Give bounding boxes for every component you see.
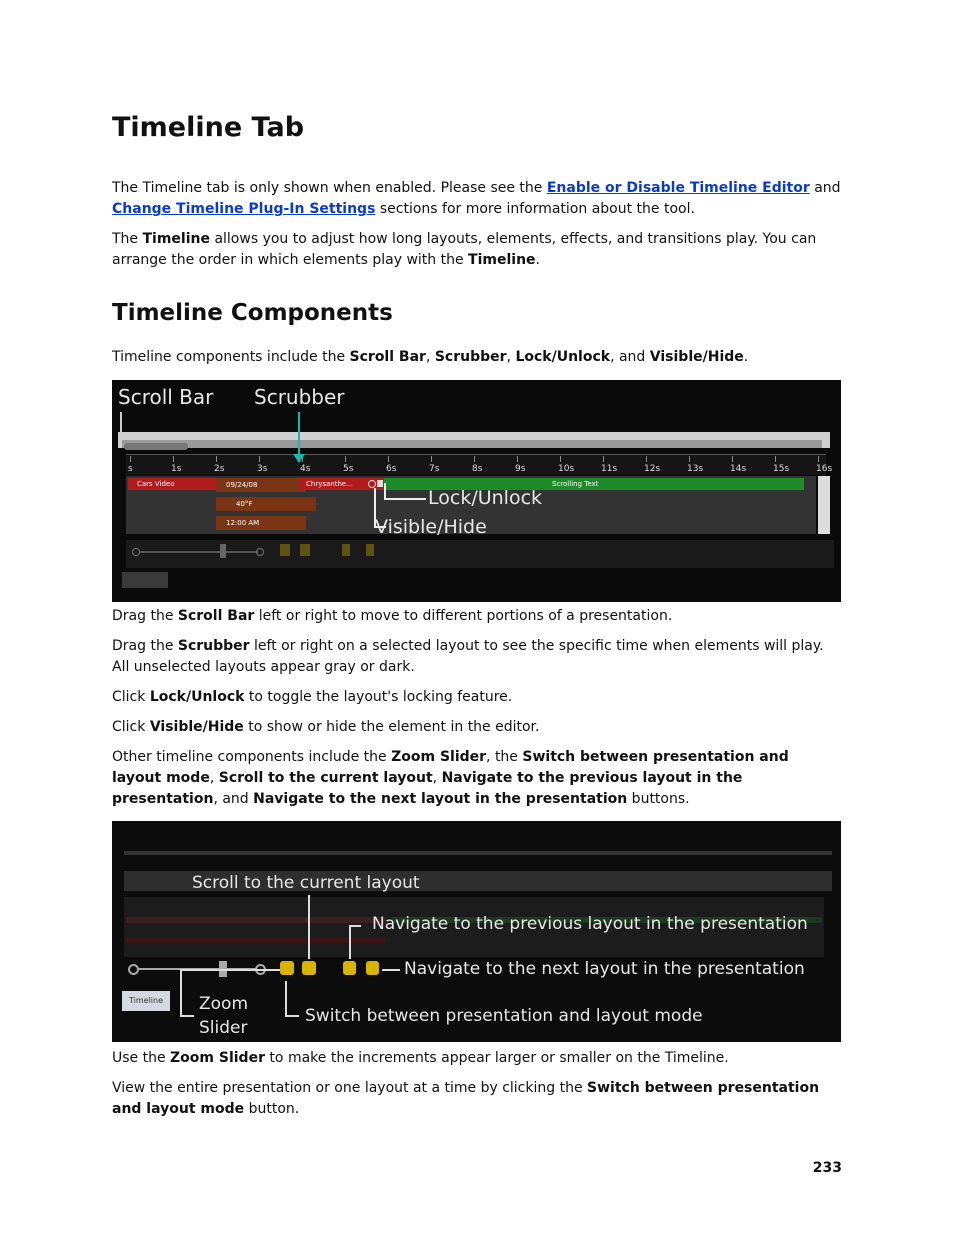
ruler-tick-mark <box>216 456 217 462</box>
ruler-tick-label: 1s <box>171 464 182 474</box>
scroll-current-icon[interactable] <box>302 961 316 975</box>
link-enable-disable-timeline[interactable]: Enable or Disable Timeline Editor <box>546 180 810 196</box>
ruler-tick-mark <box>259 456 260 462</box>
label-slider: Slider <box>199 1018 248 1038</box>
label-scroll-bar: Scroll Bar <box>118 385 214 409</box>
ruler-tick-label: 7s <box>429 464 440 474</box>
scroll-current-icon[interactable] <box>300 544 310 556</box>
desc-scrubber: Drag the Scrubber left or right on a selected layout to see the specific time when elements will play. All unselected layouts appear gray or dark. <box>112 638 824 675</box>
switch-mode-icon[interactable] <box>280 961 294 975</box>
intro-paragraph-1: The Timeline tab is only shown when enabled. Please see the Enable or Disable Timeline Editor and Change Timeline Plug-In Settings sections for more information about the tool. <box>112 180 841 217</box>
scrubber-handle[interactable] <box>293 454 305 463</box>
ruler-tick-label: s <box>128 464 133 474</box>
visible-icon[interactable] <box>368 480 376 488</box>
track-time[interactable]: 12:00 AM <box>216 516 306 530</box>
ruler-tick-mark <box>689 456 690 462</box>
timeline-screenshot-2 <box>112 821 841 1042</box>
ruler-tick-mark <box>388 456 389 462</box>
track-cars-video[interactable]: Cars Video <box>128 478 222 490</box>
link-change-timeline-settings[interactable]: Change Timeline Plug-In Settings <box>112 201 376 217</box>
ruler-tick-mark <box>818 456 819 462</box>
zoom-max-icon[interactable] <box>256 548 264 556</box>
ruler-tick-mark <box>474 456 475 462</box>
ruler-tick-mark <box>646 456 647 462</box>
desc-lock-unlock: Click Lock/Unlock to toggle the layout's locking feature. <box>112 689 513 705</box>
next-layout-icon[interactable] <box>366 544 374 556</box>
ruler-tick-label: 4s <box>300 464 311 474</box>
ruler-tick-label: 8s <box>472 464 483 474</box>
ruler-tick-label: 3s <box>257 464 268 474</box>
ruler-tick-label: 5s <box>343 464 354 474</box>
track-chrysanthe[interactable]: Chrysanthe... <box>300 478 388 490</box>
ruler-tick-label: 6s <box>386 464 397 474</box>
components-intro: Timeline components include the Scroll Bar, Scrubber, Lock/Unlock, and Visible/Hide. <box>112 349 749 365</box>
switch-mode-icon[interactable] <box>280 544 290 556</box>
ruler-tick-mark <box>732 456 733 462</box>
desc-other-components: Other timeline components include the Zoom Slider, the Switch between presentation and layout mode, Scroll to the current layout, Navigate to the previous layout in the presentation, and Navigate to the next layout in the presentation buttons. <box>112 749 789 807</box>
label-nav-prev: Navigate to the previous layout in the presentation <box>372 914 808 934</box>
section-heading-components: Timeline Components <box>112 300 393 326</box>
ruler-tick-label: 10s <box>558 464 575 474</box>
ruler-tick-label: 14s <box>730 464 747 474</box>
lock-icon[interactable] <box>377 480 383 487</box>
ruler-tick-label: 9s <box>515 464 526 474</box>
ruler-tick-mark <box>560 456 561 462</box>
ruler-tick-mark <box>431 456 432 462</box>
ruler-tick-mark <box>345 456 346 462</box>
scrubber-line <box>298 412 300 456</box>
label-nav-next: Navigate to the next layout in the presentation <box>404 959 805 979</box>
timeline-button[interactable] <box>122 572 168 588</box>
timeline-button[interactable]: Timeline <box>122 991 170 1011</box>
label-lock-unlock: Lock/Unlock <box>428 487 543 509</box>
ruler-tick-mark <box>775 456 776 462</box>
intro-paragraph-2: The Timeline allows you to adjust how long layouts, elements, effects, and transitions play. You can arrange the order in which elements play with the Timeline. <box>112 231 817 268</box>
label-scroll-current: Scroll to the current layout <box>192 873 420 893</box>
timeline-screenshot-1 <box>112 380 841 602</box>
zoom-min-icon[interactable] <box>132 548 140 556</box>
desc-visible-hide: Click Visible/Hide to show or hide the element in the editor. <box>112 719 540 735</box>
ruler-tick-label: 2s <box>214 464 225 474</box>
desc-scroll-bar: Drag the Scroll Bar left or right to move to different portions of a presentation. <box>112 608 673 624</box>
label-visible-hide: Visible/Hide <box>375 516 487 538</box>
zoom-slider[interactable] <box>140 551 258 553</box>
ruler-tick-mark <box>130 456 131 462</box>
track-temperature[interactable]: 40°F <box>216 497 316 511</box>
previous-layout-icon[interactable] <box>343 961 356 975</box>
ruler-tick-mark <box>173 456 174 462</box>
ruler-tick-label: 11s <box>601 464 618 474</box>
next-layout-icon[interactable] <box>366 961 379 975</box>
track-scrolling-text[interactable]: Scrolling Text <box>384 478 804 490</box>
label-zoom: Zoom <box>199 994 249 1014</box>
previous-layout-icon[interactable] <box>342 544 350 556</box>
zoom-slider-thumb[interactable] <box>220 544 226 558</box>
ruler-tick-label: 16s <box>816 464 833 474</box>
desc-switch-mode: View the entire presentation or one layout at a time by clicking the Switch between presentation and layout mode button. <box>112 1080 820 1117</box>
label-scrubber: Scrubber <box>254 385 345 409</box>
scroll-bar-thumb[interactable] <box>124 443 188 450</box>
label-switch-mode: Switch between presentation and layout mode <box>305 1006 703 1026</box>
ruler-tick-mark <box>517 456 518 462</box>
track-date[interactable]: 09/24/08 <box>216 478 306 492</box>
ruler-tick-label: 15s <box>773 464 790 474</box>
vertical-scrollbar[interactable] <box>818 476 830 534</box>
ruler-tick-mark <box>603 456 604 462</box>
page-number: 233 <box>812 1160 842 1176</box>
ruler-tick-label: 12s <box>644 464 661 474</box>
desc-zoom-slider: Use the Zoom Slider to make the increments appear larger or smaller on the Timeline. <box>112 1050 729 1066</box>
page-title: Timeline Tab <box>112 112 305 143</box>
ruler-tick-label: 13s <box>687 464 704 474</box>
